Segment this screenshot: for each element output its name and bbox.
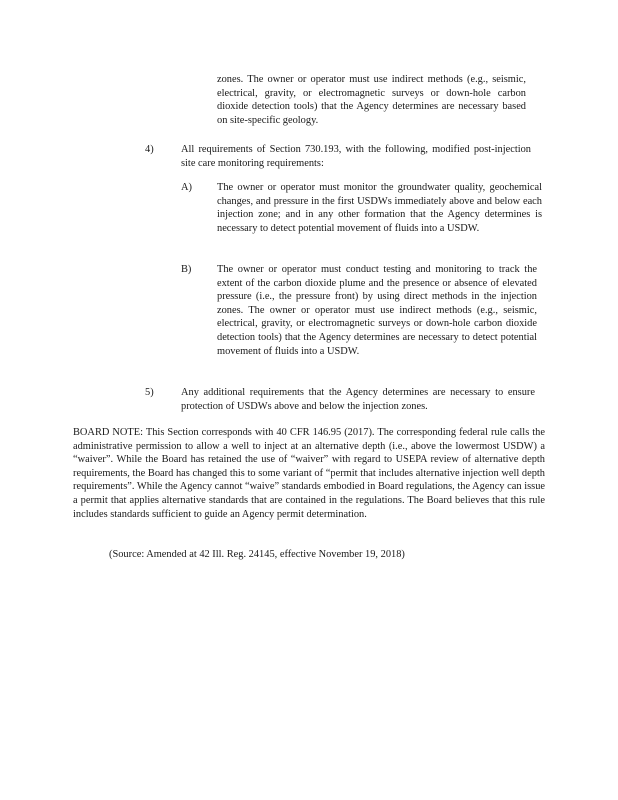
source-note — [109, 548, 469, 562]
subitem-b-label: B) — [181, 264, 192, 275]
item-5-paragraph — [181, 386, 535, 413]
item-5-text: Any additional requirements that the Agency determines are necessary to ensure protection of USDWs above and below the injection zones. — [181, 387, 535, 412]
board-note-text: BOARD NOTE: This Section corresponds with 40 CFR 146.95 (2017). The corresponding federal rule calls the administrative permission to allow a well to inject at an alternative depth (i.e., above the lowermost USDW) a “waiver”. While the Board has retained the use of “waiver” with regard to USEPA review of alternative depth requirements, the Board has changed this to some variant of “permit that includes alternative injection well depth requirements”. While the Agency cannot “waive” standards embodied in Board regulations, the Agency can issue a permit that applies alternative standards that are contained in the regulations. The Board believes that this rule includes standards sufficient to guide an Agency permit determination. — [73, 427, 545, 520]
subitem-a-text: The owner or operator must monitor the groundwater quality, geochemical changes, and pressure in the first USDWs immediately above and below each injection zone; and in any other formation that the Agency determines is necessary to detect potential movement of fluids into a USDW. — [217, 182, 542, 234]
board-note-paragraph — [73, 426, 545, 521]
subitem-a-label: A) — [181, 182, 192, 193]
continuation-text: zones. The owner or operator must use indirect methods (e.g., seismic, electrical, gravity, or electromagnetic surveys or down-hole carbon dioxide detection tools) that the Agency determines are necessary based on site-specific geology. — [217, 74, 526, 126]
subitem-b-text: The owner or operator must conduct testing and monitoring to track the extent of the carbon dioxide plume and the presence or absence of elevated pressure (i.e., the pressure front) by using direct methods in the injection zones. The owner or operator must use indirect methods (e.g., seismic, electrical, gravity, or electromagnetic surveys or down-hole carbon dioxide detection tools) that the Agency determines are necessary to detect potential movement of fluids into a USDW. — [217, 264, 537, 357]
item-5-number: 5) — [145, 387, 154, 398]
item-4-text: All requirements of Section 730.193, with the following, modified post-injection site care monitoring requirements: — [181, 144, 531, 169]
source-text: (Source: Amended at 42 Ill. Reg. 24145, effective November 19, 2018) — [109, 549, 405, 560]
subitem-a-paragraph — [217, 181, 542, 235]
subitem-b-paragraph — [217, 263, 537, 358]
item-4-number: 4) — [145, 144, 154, 155]
item-4-paragraph — [181, 143, 531, 170]
continuation-paragraph — [217, 73, 526, 127]
